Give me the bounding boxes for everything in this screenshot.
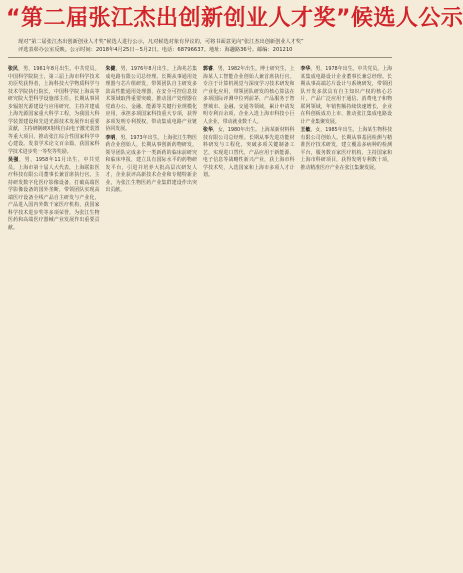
candidate-entry: 李明，男，1973年出生。上海张江生物医药企业创始人，长期从事创新药物研发，领导团队完成多个一类新药的临床前研究和临床申报，建立具有国际水平的药物研发平台，引进并培养大批高层次研发人才，企业获评高新技术企业和专精特新企业，为张江生物医药产业集群建设作出突出贡献。	[105, 134, 197, 193]
candidate-bio: 男，1978年出生。中共党员。上海某集成电路设计企业董事长兼总经理。长期从事高端芯片设计与系统研发，带领团队开发多款具有自主知识产权的核心芯片，产品广泛应用于通信、消费电子和物联网领域，年销售额持续快速增长，企业在科创板成功上市，推动张江集成电路设计产业集聚发展。	[300, 66, 392, 125]
candidate-entry: 郭睿，男，1982年出生。博士研究生，上海某人工智能企业创始人兼首席执行官。专注于计算机视觉与深度学习技术研发和产业化应用，带领团队研发的核心算法在多项国际评测中位列前茅，产品服务于智慧城市、金融、交通等领域，累计申请发明专利百余项，企业入选上海市科技小巨人企业，带动就业数千人。	[203, 66, 295, 125]
candidate-bio: 男，1976年8月出生。上海兆芯集成电路有限公司总经理。长期从事通用处理器与芯片组研发，带领团队自主研发多款高性能通用处理器，在安全可控信息技术领域取得重要突破，推动国产处理器在党政办公、金融、能源等关键行业规模化应用，承担多项国家科技重大专项，获得多项发明专利授权，带动集成电路产业链协同发展。	[105, 66, 197, 132]
article-columns	[8, 66, 392, 569]
candidate-name: 吴强	[8, 157, 20, 163]
candidate-name: 张华	[203, 127, 213, 133]
candidate-name: 王敏	[300, 127, 311, 133]
candidate-bio: 男，1961年8月出生。中共党员。中国科学院院士，第三届上海市科学技术功臣奖获得者，上海科技大学物质科学与技术学院执行院长，中国科学院上海高等研究院大型科学设施部主任。长期从事同步辐射光源建设与应用研究，主持并建成上海光源国家重大科学工程，为我国大科学装置建设和先进光源技术发展作出重要贡献，主持研制硬X射线自由电子激光装置等重大项目，推动张江综合性国家科学中心建设。发表学术论文百余篇，获国家科学技术进步奖一等奖等奖励。	[8, 66, 100, 155]
candidate-entry: 张民，男，1961年8月出生。中共党员。中国科学院院士，第三届上海市科学技术功臣奖获得者，上海科技大学物质科学与技术学院执行院长，中国科学院上海高等研究院大型科学设施部主任。长期从事同步辐射光源建设与应用研究，主持并建成上海光源国家重大科学工程，为我国大科学装置建设和先进光源技术发展作出重要贡献，主持研制硬X射线自由电子激光装置等重大项目，推动张江综合性国家科学中心建设。发表学术论文百余篇，获国家科学技术进步奖一等奖等奖励。	[8, 66, 100, 155]
candidate-bio: 男，1982年出生。博士研究生，上海某人工智能企业创始人兼首席执行官。专注于计算机视觉与深度学习技术研发和产业化应用，带领团队研发的核心算法在多项国际评测中位列前茅，产品服务于智慧城市、金融、交通等领域，累计申请发明专利百余项，企业入选上海市科技小巨人企业，带动就业数千人。	[203, 66, 295, 125]
candidate-entry: 吴强，男，1958年11月出生，中共党员。上海市第十届人大代表，上海联影医疗科技有限公司董事长兼首席执行官。主持研发数字化医疗影像设备，打破高端医学影像设备的国外垄断，带领团队实现高端医疗设备全线产品自主研发与产业化，产品进入国内外数千家医疗机构，获国家科学技术进步奖等多项荣誉，为张江生物医药和高端医疗器械产业发展作出重要贡献。	[8, 157, 100, 231]
notice	[8, 38, 392, 58]
candidate-name: 张民	[8, 66, 19, 72]
candidate-bio: 男，1973年出生。上海张江生物医药企业创始人，长期从事创新药物研发，领导团队完成多个一类新药的临床前研究和临床申报，建立具有国际水平的药物研发平台，引进并培养大批高层次研发人才，企业获评高新技术企业和专精特新企业，为张江生物医药产业集群建设作出突出贡献。	[105, 134, 197, 193]
candidate-entry: 朱健，男，1976年8月出生。上海兆芯集成电路有限公司总经理。长期从事通用处理器与芯片组研发，带领团队自主研发多款高性能通用处理器，在安全可控信息技术领域取得重要突破，推动国产处理器在党政办公、金融、能源等关键行业规模化应用，承担多项国家科技重大专项，获得多项发明专利授权，带动集成电路产业链协同发展。	[105, 66, 197, 132]
candidate-name: 朱健	[105, 66, 116, 72]
candidate-entry: 李华，男，1978年出生。中共党员。上海某集成电路设计企业董事长兼总经理。长期从事高端芯片设计与系统研发，带领团队开发多款具有自主知识产权的核心芯片，产品广泛应用于通信、消费电子和物联网领域，年销售额持续快速增长，企业在科创板成功上市，推动张江集成电路设计产业集聚发展。	[300, 66, 392, 125]
column-1	[8, 66, 100, 569]
candidate-entry: 张华，女，1980年出生。上海某新材料科技有限公司总经理。长期从事先进功能材料研发与工程化，突破多项关键制备工艺，实现进口替代，产品应用于新能源、电子信息等战略性新兴产业，获上海市科学技术奖，入选国家和上海市多项人才计划。	[203, 127, 295, 178]
column-3	[203, 66, 295, 569]
candidate-entry: 王敏，女，1985年出生。上海某生物科技有限公司创始人。长期从事基因检测与精准医疗技术研发，建立覆盖多病种的检测平台，服务数百家医疗机构，主持国家和上海市科研项目，获得发明专利数十项，推动精准医疗产业在张江集聚发展。	[300, 127, 392, 171]
candidate-name: 郭睿	[203, 66, 213, 72]
notice-box	[8, 38, 392, 58]
candidate-bio: 女，1985年出生。上海某生物科技有限公司创始人。长期从事基因检测与精准医疗技术研发，建立覆盖多病种的检测平台，服务数百家医疗机构，主持国家和上海市科研项目，获得发明专利数十项，推动精准医疗产业在张江集聚发展。	[300, 127, 392, 171]
candidate-name: 李华	[300, 66, 311, 72]
candidate-name: 李明	[105, 134, 116, 141]
column-2	[106, 66, 198, 569]
headline: “第二届张江杰出创新创业人才奖”候选人公示	[6, 6, 463, 31]
column-4	[301, 66, 393, 569]
notice-line-1: 现对“第二届张江杰出创新创业人才奖”候选人进行公示，凡对候选对象有异议的，可将书面意见向“张江杰出创新创业人才奖”	[18, 39, 304, 45]
notice-line-2: 评选表彰办公室反映。公示时间：2018年4月25日－5月2日。电话：68796637。地址：海趣路36号。邮编：201210	[18, 47, 293, 54]
candidate-bio: 女，1980年出生。上海某新材料科技有限公司总经理。长期从事先进功能材料研发与工程化，突破多项关键制备工艺，实现进口替代，产品应用于新能源、电子信息等战略性新兴产业，获上海市科学技术奖，入选国家和上海市多项人才计划。	[203, 127, 295, 178]
candidate-bio: 男，1958年11月出生，中共党员。上海市第十届人大代表，上海联影医疗科技有限公司董事长兼首席执行官。主持研发数字化医疗影像设备，打破高端医学影像设备的国外垄断，带领团队实现高端医疗设备全线产品自主研发与产业化，产品进入国内外数千家医疗机构，获国家科学技术进步奖等多项荣誉，为张江生物医药和高端医疗器械产业发展作出重要贡献。	[8, 157, 100, 231]
